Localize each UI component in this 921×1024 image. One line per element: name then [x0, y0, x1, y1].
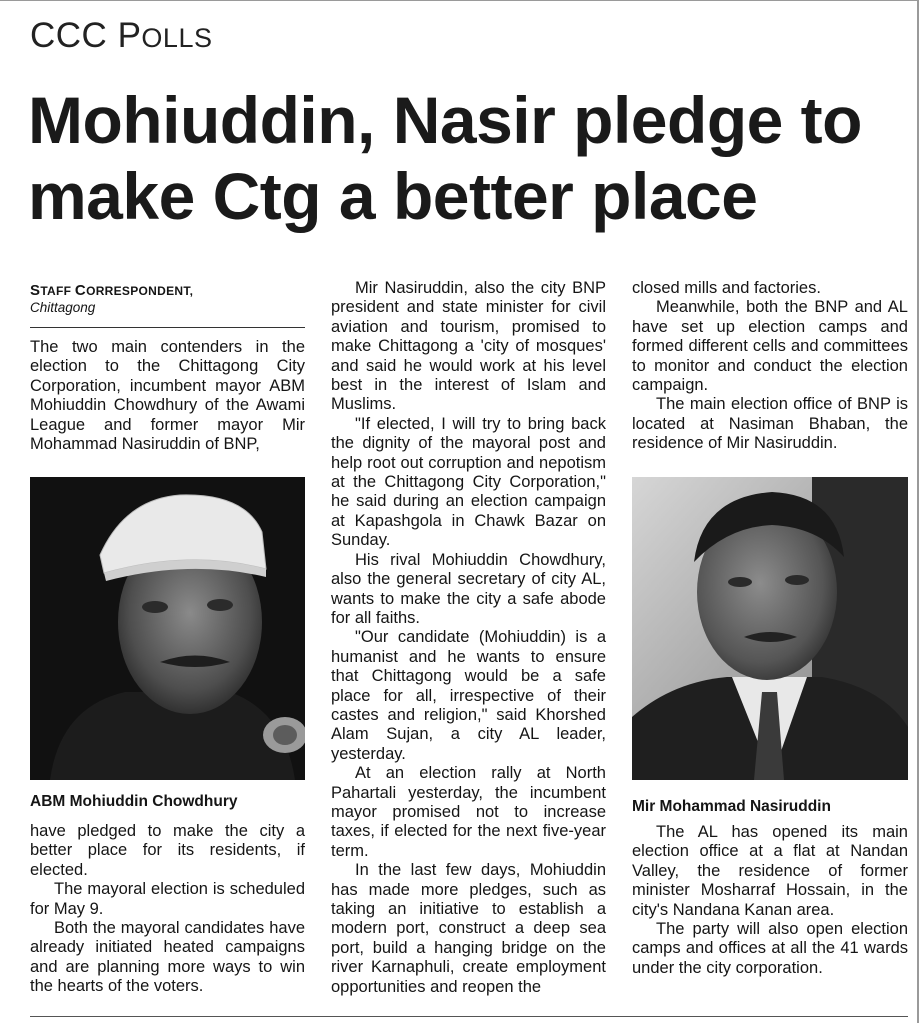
paragraph: Meanwhile, both the BNP and AL have set up election camps and formed different cells and committees to monitor and conduct the election campaign.	[632, 298, 908, 395]
column-2	[331, 279, 606, 997]
paragraph: In the last few days, Mohiuddin has made more pledges, such as taking an initiative to establish a modern port, construct a deep sea port, build a hanging bridge on the river Karnaphuli, create employment opportunities and reopen the	[331, 861, 606, 996]
paragraph: At an election rally at North Pahartali yesterday, the incumbent mayor promised not to increase taxes, if elected for the next five-year term.	[331, 764, 606, 860]
portrait-left-image	[30, 477, 305, 780]
paragraph: have pledged to make the city a better place for its residents, if elected.	[30, 822, 305, 879]
column-3-bottom	[632, 823, 908, 978]
byline-rule	[30, 327, 305, 328]
dateline: Chittagong	[30, 300, 96, 315]
byline: STAFF CORRESPONDENT,	[30, 282, 194, 299]
photo-caption-left: ABM Mohiuddin Chowdhury	[30, 793, 238, 810]
column-1-bottom	[30, 822, 305, 997]
paragraph: Mir Nasiruddin, also the city BNP president and state minister for civil aviation and tourism, promised to make Chittagong a 'city of mosques' and said he would work at his level best in the interest of Islam and Muslims.	[331, 279, 606, 414]
paragraph: His rival Mohiuddin Chowdhury, also the general secretary of city AL, wants to make the city a safe abode for all faiths.	[331, 550, 606, 627]
headline: Mohiuddin, Nasir pledge to make Ctg a better place	[28, 83, 862, 233]
paragraph: "Our candidate (Mohiuddin) is a humanist and he wants to ensure that Chittagong would be a safe place for all, irrespective of their castes and religion," said Khorshed Alam Sujan, a city AL leader, yesterday.	[331, 628, 606, 763]
portrait-right-image	[632, 477, 908, 780]
paragraph: The mayoral election is scheduled for May 9.	[30, 880, 305, 918]
paragraph: The two main contenders in the election to the Chittagong City Corporation, incumbent mayor ABM Mohiuddin Chowdhury of the Awami League and former mayor Mir Mohammad Nasiruddin of BNP,	[30, 338, 305, 454]
bottom-rule	[30, 1016, 908, 1017]
section-kicker: CCC POLLS	[30, 16, 213, 55]
photo-caption-right: Mir Mohammad Nasiruddin	[632, 798, 831, 815]
column-1-top	[30, 338, 305, 454]
paragraph: The main election office of BNP is located at Nasiman Bhaban, the residence of Mir Nasiruddin.	[632, 395, 908, 453]
paragraph: The party will also open election camps and offices at all the 41 wards under the city corporation.	[632, 920, 908, 977]
paragraph: "If elected, I will try to bring back the dignity of the mayoral post and help root out corruption and nepotism at the Chittagong City Corporation," he said during an election campaign at Kapashgola in Chawk Bazar on Sunday.	[331, 414, 606, 550]
column-3-top	[632, 279, 908, 454]
paragraph: Both the mayoral candidates have already initiated heated campaigns and are planning more ways to win the hearts of the voters.	[30, 919, 305, 996]
photo-nasiruddin	[632, 477, 908, 780]
paragraph: closed mills and factories.	[632, 279, 821, 297]
photo-mohiuddin	[30, 477, 305, 780]
paragraph: The AL has opened its main election office at a flat at Nandan Valley, the residence of former minister Mosharraf Hossain, in the city's Nandana Kanan area.	[632, 823, 908, 919]
